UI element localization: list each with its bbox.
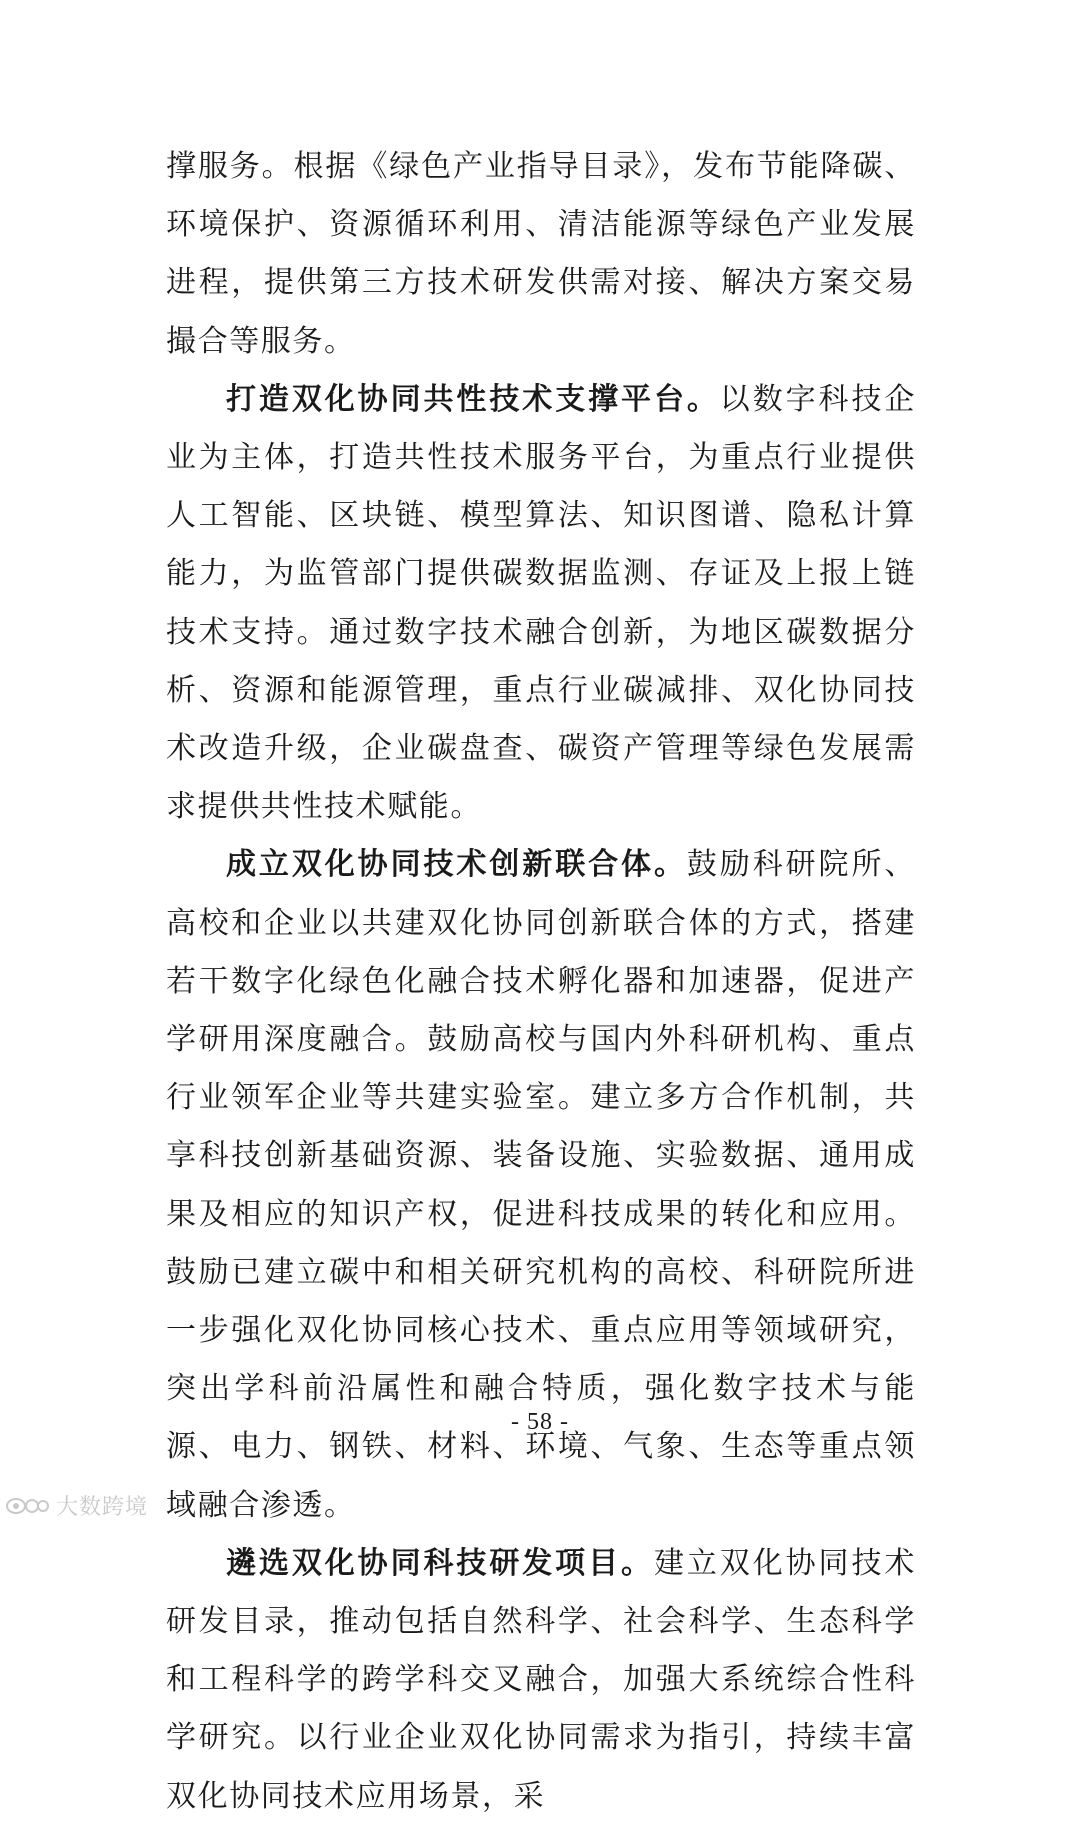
paragraph-lead: 打造双化协同共性技术支撑平台。 [226,381,720,417]
paragraph-lead: 遴选双化协同科技研发项目。 [226,1545,654,1581]
watermark-text: 大数跨境 [56,1495,149,1520]
paragraph-text: 鼓励科研院所、高校和企业以共建双化协同创新联合体的方式，搭建若干数字化绿色化融合技术孵化器和加速器，促进产学研用深度融合。鼓励高校与国内外科研机构、重点行业领军企业等共建实验室。建立多方合作机制，共享科技创新基础资源、装备设施、实验数据、通用成果及相应的知识产权，促进科技成果的转化和应用。鼓励已建立碳中和相关研究机构的高校、科研院所进一步强化双化协同核心技术、重点应用等领域研究，突出学科前沿属性和融合特质，强化数字技术与能源、电力、钢铁、材料、环境、气象、生态等重点领域融合渗透。 [166,847,916,1523]
watermark [4,1490,148,1521]
paragraph-text: 建立双化协同技术研发目录，推动包括自然科学、社会科学、生态科学和工程科学的跨学科交叉融合，加强大系统综合性科学研究。以行业企业双化协同需求为指引，持续丰富双化协同技术应用场景，采 [166,1545,916,1814]
paragraph-text: 撑服务。根据《绿色产业指导目录》，发布节能降碳、环境保护、资源循环利用、清洁能源等绿色产业发展进程，提供第三方技术研发供需对接、解决方案交易撮合等服务。 [166,149,916,359]
paragraph-lead: 成立双化协同技术创新联合体。 [226,847,687,883]
document-page [166,138,916,1826]
page-number: - 58 - [511,1409,569,1435]
weibo-eye-logo-icon [4,1495,50,1517]
paragraph-continued [166,138,916,371]
paragraph-rd-projects [166,1535,916,1826]
paragraph-common-tech-platform [166,371,916,837]
paragraph-text: 以数字科技企业为主体，打造共性技术服务平台，为重点行业提供人工智能、区块链、模型算法、知识图谱、隐私计算能力，为监管部门提供碳数据监测、存证及上报上链技术支持。通过数字技术融合创新，为地区碳数据分析、资源和能源管理，重点行业碳减排、双化协同技术改造升级，企业碳盘查、碳资产管理等绿色发展需求提供共性技术赋能。 [166,381,916,825]
